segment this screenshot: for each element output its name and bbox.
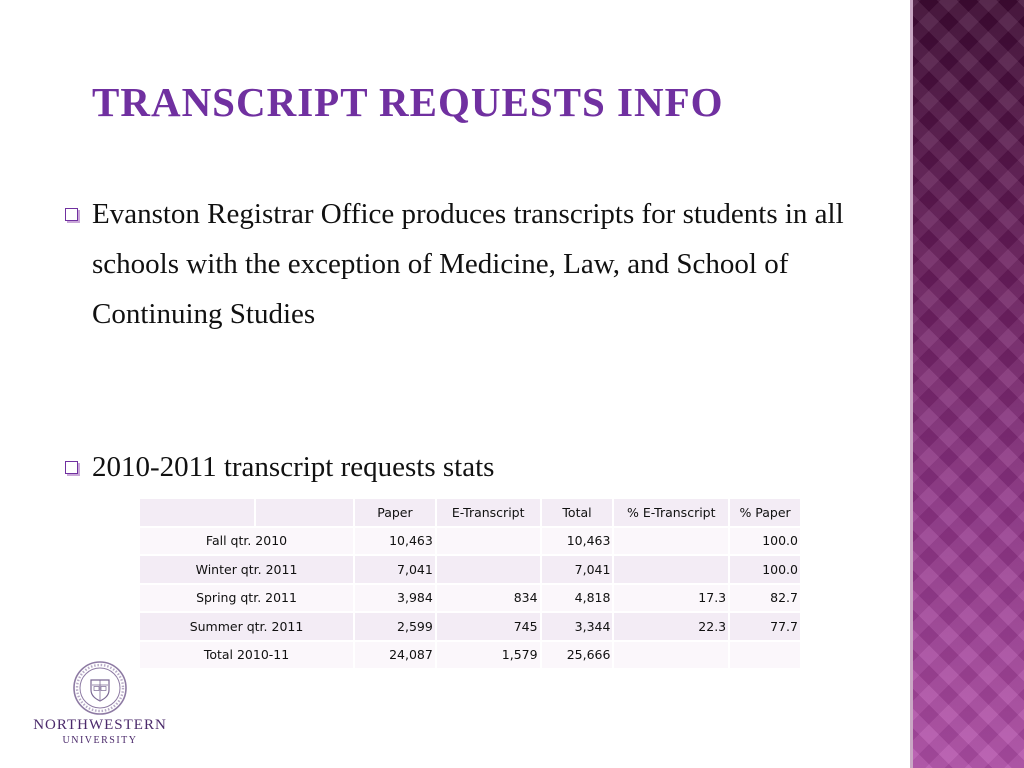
logo-name: NORTHWESTERN <box>33 717 167 733</box>
row-label: Total 2010-11 <box>139 641 354 670</box>
cell-paper: 7,041 <box>354 555 436 584</box>
table-row <box>139 527 801 556</box>
header-paper: Paper <box>354 498 436 527</box>
cell-total: 25,666 <box>541 641 614 670</box>
row-label: Summer qtr. 2011 <box>139 612 354 641</box>
cell-paper: 2,599 <box>354 612 436 641</box>
square-bullet-icon <box>65 208 78 221</box>
cell-pct-e-transcript: 22.3 <box>613 612 729 641</box>
cell-e-transcript: 745 <box>436 612 541 641</box>
cell-total: 4,818 <box>541 584 614 613</box>
logo-subtitle: UNIVERSITY <box>62 735 138 746</box>
header-pct-e-transcript: % E-Transcript <box>613 498 729 527</box>
cell-paper: 24,087 <box>354 641 436 670</box>
slide-title: TRANSCRIPT REQUESTS INFO <box>92 79 724 125</box>
bullet-registrar-info <box>62 189 852 339</box>
cell-pct-paper: 77.7 <box>729 612 801 641</box>
bullet-text: 2010-2011 transcript requests stats <box>92 451 495 483</box>
header-pct-paper: % Paper <box>729 498 801 527</box>
row-label: Winter qtr. 2011 <box>139 555 354 584</box>
cell-pct-e-transcript <box>613 527 729 556</box>
bullet-text: Evanston Registrar Office produces transcripts for students in all schools with the exception of Medicine, Law, and School of Continuing Studies <box>92 198 844 330</box>
university-logo <box>28 660 172 750</box>
table-row <box>139 584 801 613</box>
header-total: Total <box>541 498 614 527</box>
cell-paper: 3,984 <box>354 584 436 613</box>
cell-pct-paper <box>729 641 801 670</box>
cell-pct-paper: 82.7 <box>729 584 801 613</box>
cell-total: 7,041 <box>541 555 614 584</box>
cell-total: 3,344 <box>541 612 614 641</box>
cell-pct-e-transcript: 17.3 <box>613 584 729 613</box>
header-empty-2 <box>255 498 354 527</box>
cell-e-transcript <box>436 555 541 584</box>
square-bullet-icon <box>65 461 78 474</box>
cell-pct-e-transcript <box>613 555 729 584</box>
table-header-row <box>139 498 801 527</box>
table-row <box>139 641 801 670</box>
cell-pct-paper: 100.0 <box>729 527 801 556</box>
table-row <box>139 612 801 641</box>
decorative-side-band <box>913 0 1024 768</box>
table-row <box>139 555 801 584</box>
cell-pct-e-transcript <box>613 641 729 670</box>
cell-total: 10,463 <box>541 527 614 556</box>
cell-e-transcript: 1,579 <box>436 641 541 670</box>
header-e-transcript: E-Transcript <box>436 498 541 527</box>
cell-e-transcript: 834 <box>436 584 541 613</box>
row-label: Spring qtr. 2011 <box>139 584 354 613</box>
cell-pct-paper: 100.0 <box>729 555 801 584</box>
university-seal-icon <box>72 660 128 716</box>
cell-e-transcript <box>436 527 541 556</box>
header-empty-1 <box>139 498 255 527</box>
transcript-stats-table <box>138 497 802 670</box>
bullet-stats <box>62 442 852 492</box>
row-label: Fall qtr. 2010 <box>139 527 354 556</box>
cell-paper: 10,463 <box>354 527 436 556</box>
